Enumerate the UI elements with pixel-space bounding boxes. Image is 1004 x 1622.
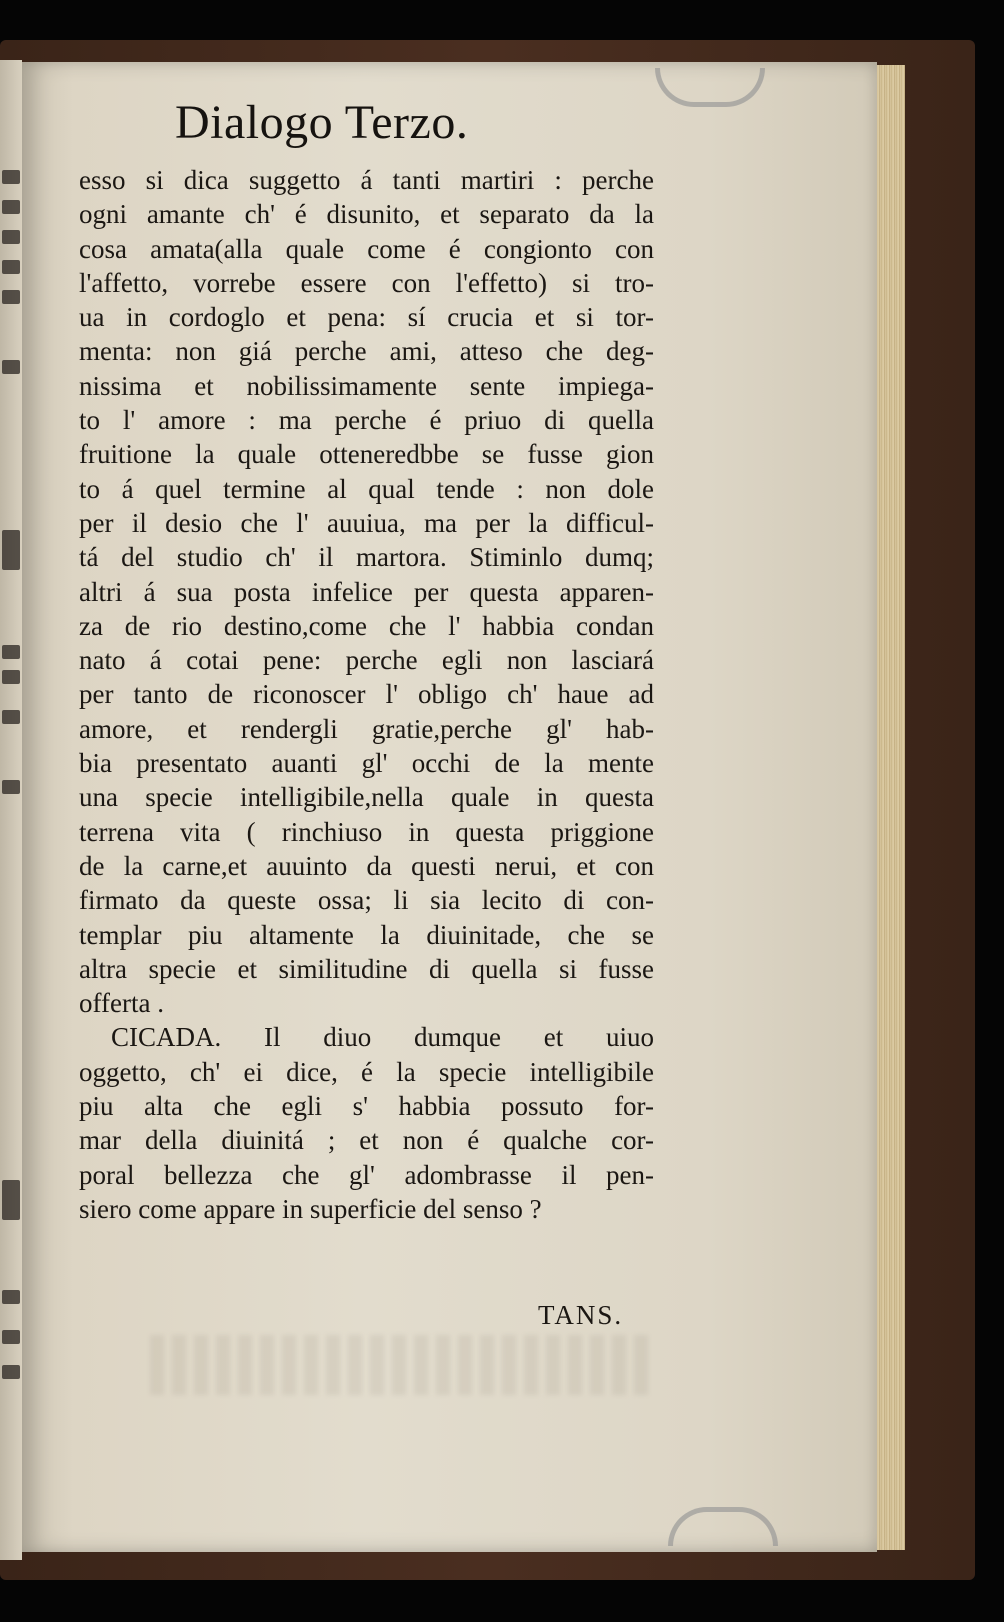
bleed-mark: [2, 360, 20, 374]
text-line: amore, et rendergli gratie,perche gl' hab-: [79, 713, 654, 744]
bleed-mark: [2, 1290, 20, 1304]
text-line: za de rio destino,come che l' habbia condan: [79, 610, 654, 641]
text-line: firmato da queste ossa; li sia lecito di con-: [79, 885, 654, 916]
text-line: tá del studio ch' il martora. Stiminlo dumq;: [79, 542, 654, 573]
text-line: poral bellezza che gl' adombrasse il pen-: [79, 1159, 654, 1190]
text-line: terrena vita ( rinchiuso in questa priggione: [79, 816, 654, 847]
bleed-mark: [2, 780, 20, 794]
text-line: una specie intelligibile,nella quale in questa: [79, 782, 654, 813]
bleed-mark: [2, 1365, 20, 1379]
text-line: oggetto, ch' ei dice, é la specie intelligibile: [79, 1056, 654, 1087]
text-line: offerta .: [79, 988, 164, 1019]
previous-page-edge: [0, 60, 22, 1560]
text-line: de la carne,et auuinto da questi nerui, et con: [79, 850, 654, 881]
text-line: nato á cotai pene: perche egli non lasciará: [79, 645, 654, 676]
text-line: per tanto de riconoscer l' obligo ch' haue ad: [79, 679, 654, 710]
text-line: menta: non giá perche ami, atteso che deg-: [79, 336, 654, 367]
text-line: siero come appare in superficie del senso ?: [79, 1193, 542, 1224]
text-line: esso si dica suggetto á tanti martiri : perche: [79, 165, 654, 195]
bleed-mark: [2, 530, 20, 570]
text-line: ua in cordoglo et pena: sí crucia et si tor-: [79, 302, 654, 333]
text-line: per il desio che l' auuiua, ma per la difficul-: [79, 507, 654, 538]
text-line: templar piu altamente la diuinitade, che se: [79, 919, 654, 950]
show-through-bleed: [150, 1335, 650, 1395]
catchword: TANS.: [538, 1300, 624, 1330]
speaker-line: CICADA. Il diuo dumque et uiuo: [111, 1022, 654, 1053]
text-line: nissima et nobilissimamente sente impiega-: [79, 370, 654, 401]
text-line: to á quel termine al qual tende : non dole: [79, 473, 654, 504]
bleed-mark: [2, 200, 20, 214]
bleed-mark: [2, 170, 20, 184]
bleed-mark: [2, 290, 20, 304]
text-line: mar della diuinitá ; et non é qualche cor-: [79, 1125, 654, 1156]
bleed-mark: [2, 670, 20, 684]
bleed-mark: [2, 645, 20, 659]
text-line: ogni amante ch' é disunito, et separato da la: [79, 199, 654, 230]
text-line: bia presentato auanti gl' occhi de la mente: [79, 748, 654, 779]
text-line: altri á sua posta infelice per questa apparen-: [79, 576, 654, 607]
bleed-mark: [2, 1330, 20, 1344]
text-line: cosa amata(alla quale come é congionto con: [79, 233, 654, 264]
text-line: altra specie et similitudine di quella si fusse: [79, 953, 654, 984]
body-text: [79, 163, 654, 1226]
text-line: to l' amore : ma perche é priuo di quella: [79, 405, 654, 436]
bleed-mark: [2, 260, 20, 274]
bleed-mark: [2, 1180, 20, 1220]
text-line: l'affetto, vorrebe essere con l'effetto) si tro-: [79, 267, 654, 298]
page-header: Dialogo Terzo.: [175, 96, 469, 149]
bleed-mark: [2, 230, 20, 244]
text-line: fruitione la quale otteneredbbe se fusse gion: [79, 439, 654, 470]
text-line: piu alta che egli s' habbia possuto for-: [79, 1091, 654, 1122]
bleed-mark: [2, 710, 20, 724]
page-edges: [875, 65, 905, 1550]
